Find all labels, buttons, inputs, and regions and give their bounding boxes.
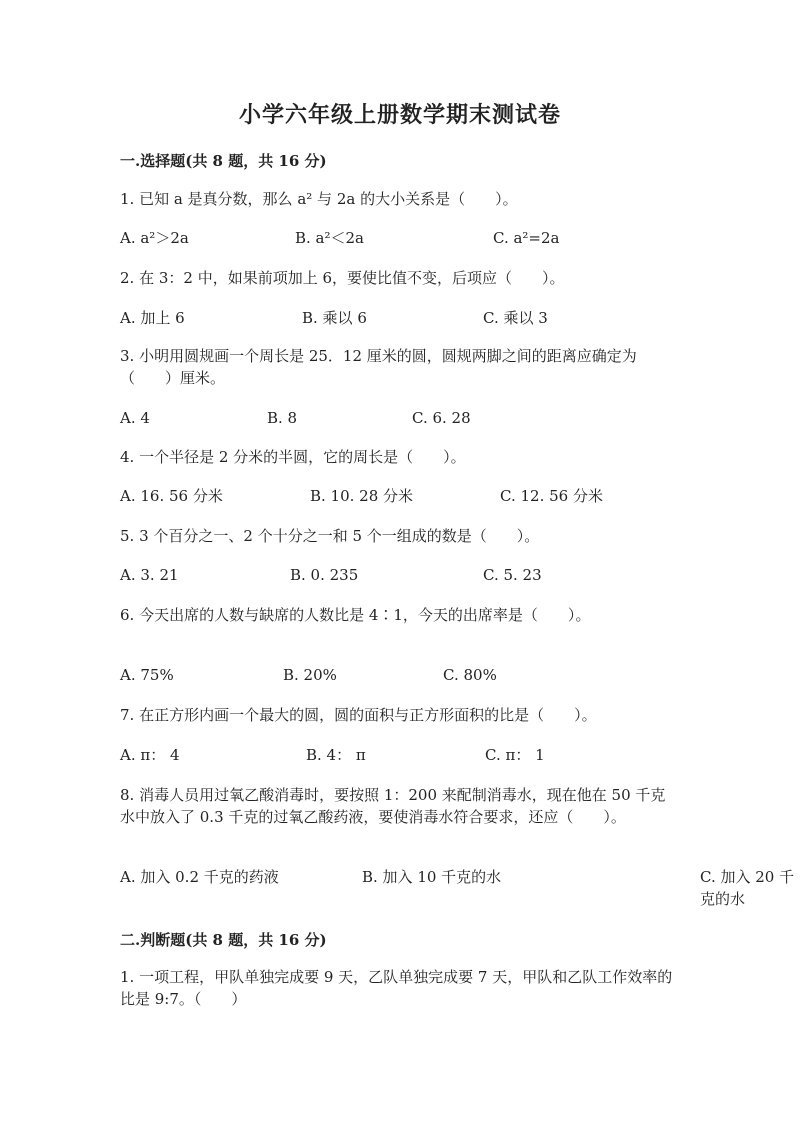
option-4c: C. 12. 56 分米 [500, 487, 603, 505]
option-8b: B. 加入 10 千克的水 [362, 868, 502, 886]
option-6c: C. 80% [443, 666, 497, 684]
question-2: 2. 在 3：2 中，如果前项加上 6，要使比值不变，后项应（ ）。 [120, 269, 565, 287]
option-7a: A. π： 4 [120, 746, 180, 764]
section-heading-choice: 一.选择题(共 8 题，共 16 分) [120, 152, 327, 170]
option-8a: A. 加入 0.2 千克的药液 [120, 868, 279, 886]
option-7c: C. π： 1 [485, 746, 545, 764]
option-6b: B. 20% [283, 666, 337, 684]
option-4a: A. 16. 56 分米 [120, 487, 223, 505]
judge-question-1: 1. 一项工程，甲队单独完成要 9 天，乙队单独完成要 7 天，甲队和乙队工作效率的比是 9:7。（ ） [120, 968, 673, 1008]
question-1: 1. 已知 a 是真分数，那么 a² 与 2a 的大小关系是（ ）。 [120, 190, 518, 208]
option-8c: C. 加入 20 千克的水 [700, 868, 795, 908]
question-3: 3. 小明用圆规画一个周长是 25．12 厘米的圆，圆规两脚之间的距离应确定为（ ）厘米。 [120, 347, 637, 387]
page-title: 小学六年级上册数学期末测试卷 [238, 102, 561, 128]
option-1a: A. a²＞2a [120, 229, 189, 247]
question-5: 5. 3 个百分之一、2 个十分之一和 5 个一组成的数是（ ）。 [120, 527, 540, 545]
option-6a: A. 75% [120, 666, 174, 684]
section-heading-judge: 二.判断题(共 8 题，共 16 分) [120, 931, 327, 949]
option-5a: A. 3. 21 [120, 566, 179, 584]
option-2c: C. 乘以 3 [483, 309, 548, 327]
question-8: 8. 消毒人员用过氧乙酸消毒时，要按照 1：200 来配制消毒水，现在他在 50 千克水中放入了 0.3 千克的过氧乙酸药液，要使消毒水符合要求，还应（ ）。 [120, 786, 666, 826]
question-4: 4. 一个半径是 2 分米的半圆，它的周长是（ ）。 [120, 448, 466, 466]
option-1c: C. a²=2a [493, 229, 560, 247]
option-2a: A. 加上 6 [120, 309, 185, 327]
option-5c: C. 5. 23 [483, 566, 542, 584]
option-7b: B. 4： π [306, 746, 366, 764]
option-5b: B. 0. 235 [290, 566, 359, 584]
question-6: 6. 今天出席的人数与缺席的人数比是 4∶1，今天的出席率是（ ）。 [120, 606, 591, 624]
option-1b: B. a²＜2a [295, 229, 365, 247]
option-3a: A. 4 [120, 409, 150, 427]
option-3c: C. 6. 28 [412, 409, 471, 427]
option-2b: B. 乘以 6 [302, 309, 367, 327]
option-3b: B. 8 [267, 409, 298, 427]
question-7: 7. 在正方形内画一个最大的圆，圆的面积与正方形面积的比是（ ）。 [120, 706, 597, 724]
option-4b: B. 10. 28 分米 [310, 487, 414, 505]
